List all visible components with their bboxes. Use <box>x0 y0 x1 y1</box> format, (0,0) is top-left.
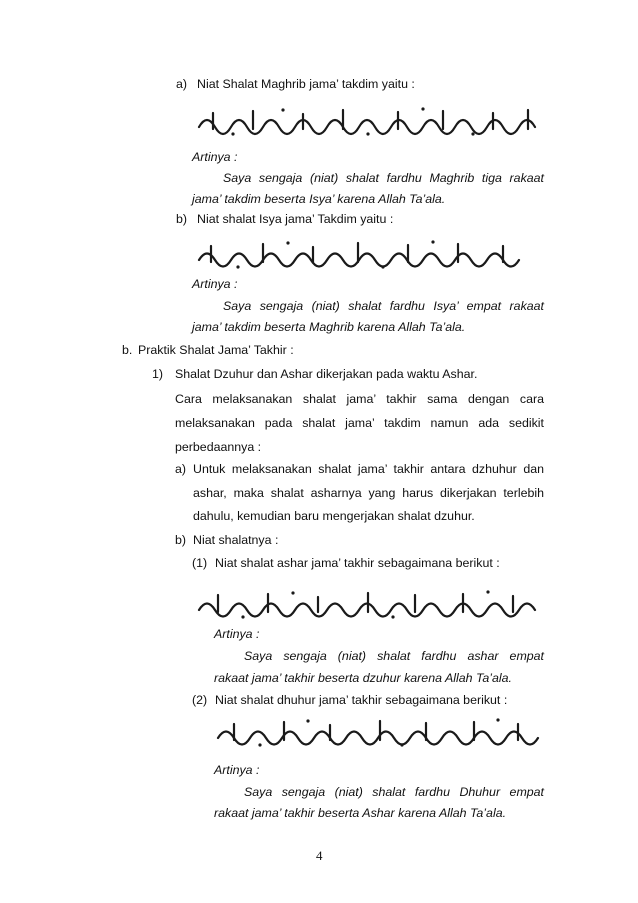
page-number: 4 <box>316 848 323 863</box>
arabic-niat-maghrib-image <box>193 105 547 139</box>
section-heading: Praktik Shalat Jama’ Takhir : <box>138 343 294 357</box>
list-marker: b) <box>175 533 187 547</box>
arabic-niat-isya-image <box>193 238 539 272</box>
item-heading: Niat shalat Isya jama’ Takdim yaitu : <box>197 212 394 226</box>
paragraph-line: Cara melaksanakan shalat jama’ takhir sama dengan cara <box>175 392 544 406</box>
translation-line: Saya sengaja (niat) shalat fardhu Dhuhur empat <box>244 785 544 799</box>
translation-line: Saya sengaja (niat) shalat fardhu Maghrib tiga rakaat <box>223 171 544 185</box>
paragraph-line: ashar, maka shalat asharnya yang harus dikerjakan terlebih <box>193 486 544 500</box>
item-heading: Niat shalat ashar jama’ takhir sebagaimana berikut : <box>215 556 500 570</box>
list-marker: 1) <box>152 367 164 381</box>
list-marker: a) <box>176 77 188 91</box>
item-heading: Shalat Dzuhur dan Ashar dikerjakan pada waktu Ashar. <box>175 367 478 381</box>
paragraph-line: perbedaannya : <box>175 440 262 454</box>
list-marker: (1) <box>192 556 208 570</box>
translation-line: rakaat jama’ takhir beserta dzuhur karena Allah Ta’ala. <box>214 671 513 685</box>
section-marker: b. <box>122 343 133 357</box>
paragraph-line: dahulu, kemudian baru mengerjakan shalat dzuhur. <box>193 509 475 523</box>
paragraph-line: melaksanakan pada shalat jama’ takdim namun ada sedikit <box>175 416 544 430</box>
artinya-label: Artinya : <box>192 150 238 164</box>
artinya-label: Artinya : <box>192 277 238 291</box>
arabic-niat-dhuhur-image <box>212 716 545 750</box>
list-marker: b) <box>176 212 188 226</box>
item-heading: Niat shalat dhuhur jama’ takhir sebagaimana berikut : <box>215 693 508 707</box>
translation-line: rakaat jama’ takhir beserta Ashar karena Allah Ta’ala. <box>214 806 507 820</box>
paragraph-line: Untuk melaksanakan shalat jama’ takhir antara dzhuhur dan <box>193 462 544 476</box>
list-marker: a) <box>175 462 187 476</box>
arabic-niat-ashar-image <box>193 588 545 622</box>
translation-line: Saya sengaja (niat) shalat fardhu ashar empat <box>244 649 544 663</box>
artinya-label: Artinya : <box>214 627 260 641</box>
item-heading: Niat Shalat Maghrib jama’ takdim yaitu : <box>197 77 415 91</box>
artinya-label: Artinya : <box>214 763 260 777</box>
translation-line: jama’ takdim beserta Maghrib karena Allah Ta’ala. <box>192 320 466 334</box>
translation-line: jama’ takdim beserta Isya’ karena Allah Ta’ala. <box>192 192 446 206</box>
item-heading: Niat shalatnya : <box>193 533 279 547</box>
translation-line: Saya sengaja (niat) shalat fardhu Isya’ empat rakaat <box>223 299 544 313</box>
list-marker: (2) <box>192 693 208 707</box>
